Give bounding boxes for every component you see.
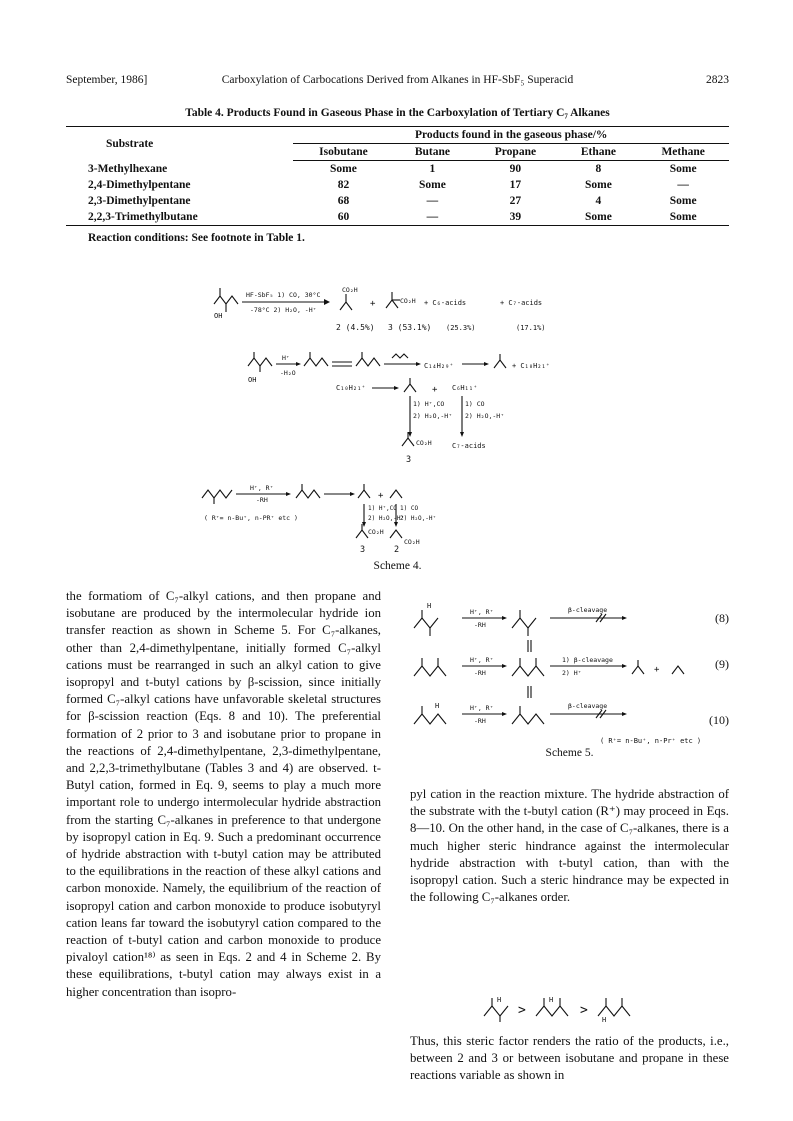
minus-rh-label: -RH (256, 496, 268, 504)
value-cell: 17 (509, 179, 522, 191)
table-row (66, 209, 729, 226)
table-row (66, 193, 729, 209)
value-cell: — (426, 195, 439, 207)
step-a: 1) H⁺,CO (368, 505, 397, 512)
beta-cleavage-step-1: 1) β-cleavage (562, 656, 613, 664)
c7-yield: (17.1%) (516, 324, 546, 332)
c6-acids: + C₆-acids (424, 299, 467, 307)
scheme-4-diagram (200, 282, 600, 554)
value-cell: 68 (337, 195, 350, 207)
substrate-cell: 2,3-Dimethylpentane (88, 195, 191, 207)
co2h-label: CO₂H (400, 297, 416, 305)
value-cell: 4 (595, 195, 602, 207)
header-date: September, 1986] (66, 74, 148, 86)
oh-label: OH (214, 312, 223, 320)
greater-than: > (518, 1003, 526, 1018)
reagent-top: HF-SbF₅ 1) CO, 30°C (246, 291, 321, 299)
body-text-right-continued: Thus, this steric factor renders the ratio of the products, i.e., between 2 and 3 or between isobutane and propane in these reactions variable as shown in (410, 1034, 729, 1083)
step-c: 1) CO (465, 400, 485, 408)
h-r-label: H⁺, R⁺ (250, 484, 274, 492)
value-cell: Some (669, 163, 697, 175)
c6-yield: (25.3%) (446, 324, 476, 332)
alcohol-skeleton (214, 296, 238, 304)
substrate-cell: 2,4-Dimethylpentane (88, 179, 191, 191)
co2h-label: CO₂H (342, 286, 358, 294)
value-cell: 60 (293, 209, 393, 226)
h-plus-label: H⁺ (282, 354, 290, 362)
equation-number-8: (8) (715, 611, 729, 625)
column-header: Ethane (559, 144, 637, 161)
header-title: Carboxylation of Carbocations Derived from Alkanes in HF-SbF₅ Superacid (221, 74, 574, 86)
h-r-label: H⁺, R⁺ (470, 656, 494, 664)
substrate-header: Substrate (66, 127, 293, 161)
greater-than: > (580, 1003, 588, 1018)
table-footnote: Reaction conditions: See footnote in Table 1. (88, 232, 305, 244)
page-number: 2823 (706, 74, 729, 86)
minus-rh-label: -RH (474, 717, 486, 725)
plus-sign: + (370, 299, 376, 309)
value-cell: Some (559, 209, 637, 226)
reagent-bottom: -78°C 2) H₂O, -H⁺ (250, 306, 317, 314)
minus-rh-label: -RH (474, 621, 486, 629)
product-2-label: 2 (4.5%) (336, 323, 375, 332)
c14-label: C₁₄H₂₉⁺ (424, 362, 454, 370)
co2h-label: CO₂H (416, 439, 432, 447)
step-a: 1) H⁺,CO (413, 400, 445, 408)
value-cell: 90 (509, 163, 522, 175)
value-cell: Some (669, 195, 697, 207)
hydrogen-label: H (549, 996, 554, 1004)
value-cell: Some (584, 179, 612, 191)
table-row (66, 177, 729, 193)
minus-rh-label: -RH (474, 669, 486, 677)
plus-sign: + (654, 665, 660, 675)
co2h-label: CO₂H (368, 528, 384, 536)
c7-acids: + C₇-acids (500, 299, 543, 307)
c10-right-label: + C₁₀H₂₁⁺ (512, 362, 550, 370)
running-header (66, 74, 729, 90)
column-header: Propane (471, 144, 559, 161)
body-text-right: pyl cation in the reaction mixture. The hydride abstraction of the substrate with the t-butyl cation (R⁺) may proceed in Eqs. 8—10. On the other hand, in the case of C₇-alkanes, there is a much higher steric hindrance against the intermolecular hydride abstraction with t-butyl cation, than with the isopropyl cation. Such a steric hindrance may be expected in the following C₇-alkanes order. (410, 787, 729, 905)
beta-cleavage-label: β-cleavage (568, 606, 608, 614)
value-cell: 1 (429, 163, 436, 175)
step-b: 2) H₂O,-H⁺ (368, 515, 405, 522)
oh-label: OH (248, 376, 257, 384)
co2h-label: CO₂H (404, 538, 420, 546)
plus-sign: + (432, 385, 438, 395)
value-cell: 39 (471, 209, 559, 226)
hydrogen-label: H (427, 602, 432, 610)
products-table (66, 126, 729, 226)
scheme-5-r-definition: ( R⁺= n-Bu⁺, n-Pr⁺ etc ) (600, 737, 702, 745)
value-cell: Some (330, 163, 357, 175)
column-header: Methane (637, 144, 729, 161)
minus-h2o-label: -H₂O (280, 369, 296, 377)
table-container (66, 126, 729, 226)
equation-number-9: (9) (715, 657, 729, 671)
hydrogen-label: H (435, 702, 440, 710)
table-caption: Table 4. Products Found in Gaseous Phase in the Carboxylation of Tertiary C₇ Alkanes (185, 107, 610, 119)
equation-number-10: (10) (709, 713, 729, 727)
value-cell: Some (637, 209, 729, 226)
substrate-cell: 2,2,3-Trimethylbutane (66, 209, 293, 226)
value-cell: Some (419, 179, 446, 191)
c10-left-label: C₁₀H₂₁⁺ (336, 384, 366, 392)
column-header: Butane (393, 144, 471, 161)
beta-cleavage-label: β-cleavage (568, 702, 608, 710)
scheme-5-caption: Scheme 5. (545, 747, 594, 759)
scheme-4-caption: Scheme 4. (373, 560, 422, 572)
hydrogen-label: H (497, 996, 502, 1004)
value-cell: 27 (509, 195, 522, 207)
r-definition: ( R⁺= n-Bu⁺, n-PR⁺ etc ) (204, 514, 298, 522)
step-d: 2) H₂O,-H⁺ (400, 515, 437, 522)
step-c: 1) CO (400, 505, 419, 512)
acid-2-skeleton (340, 302, 352, 310)
compound-2-label: 2 (394, 545, 400, 554)
value-cell: 82 (337, 179, 350, 191)
hydrogen-label: H (602, 1016, 607, 1022)
step-d: 2) H₂O,-H⁺ (465, 412, 505, 420)
beta-cleavage-step-2: 2) H⁺ (562, 669, 582, 677)
compound-3-label: 3 (360, 545, 366, 554)
c7-acids-bottom: C₇-acids (452, 442, 486, 450)
h-r-label: H⁺, R⁺ (470, 704, 494, 712)
value-cell: — (677, 179, 689, 191)
group-header: Products found in the gaseous phase/% (293, 127, 729, 144)
scheme-5-diagram (410, 596, 729, 731)
product-3-label: 3 (53.1%) (388, 323, 432, 332)
body-text-left: the formatiom of C₇-alkyl cations, and then propane and isobutane are produced by the intermolecular hydride ion transfer reaction as shown in Scheme 5. For C₇-alkanes, other than 2,4-dimethylpentane, initially formed C₇-alkyl cations must be rearranged in such an alkyl cation to give isopropyl and t-butyl cations by β-scission, since initially formed C₇-alkyl cations have unfavorable skeletal structures for β-scission reaction (Eqs. 8 and 10). The preferential formation of 2 prior to 3 and isobutane prior to propane in the reactions of 2,4-dimethylpentane, 2,3-dimethylpentane, and 2,2,3-trimethylbutane (Tables 3 and 4) are observed. t-Butyl cation, formed in Eq. 9, seems to play a much more important role to undergo intermolecular hydride abstraction from the starting C₇-alkanes in preference to that undergone by isopropyl cation in Eq. 9. Such a predominant occurrence of hydride abstraction with t-butyl cation may be attributed to the equilibrations in the reaction of these alkyl cations and carbon monoxide. Namely, the equilibrium of the reaction of isopropyl cation and carbon monoxide to produce isobutyryl cation leans far toward the isobutyryl cation compared to the reaction of t-butyl cation and carbon monoxide to produce pivaloyl cation¹⁸⁾ as seen in Eqs. 2 and 4 in Scheme 2. By these equilibrations, t-butyl cation may always exist in a higher concentration than isopro- (66, 589, 381, 999)
column-header: Isobutane (293, 144, 393, 161)
value-cell: 8 (595, 163, 602, 175)
compound-3-label: 3 (406, 455, 412, 465)
plus-sign: + (378, 491, 384, 501)
value-cell: — (393, 209, 471, 226)
c6h11-label: C₆H₁₁⁺ (452, 384, 478, 392)
h-r-label: H⁺, R⁺ (470, 608, 494, 616)
steric-order-diagram (480, 990, 660, 1022)
step-b: 2) H₂O,-H⁺ (413, 412, 453, 420)
table-row (66, 161, 729, 178)
acid-3-skeleton (386, 300, 398, 308)
substrate-cell: 3-Methylhexane (88, 162, 168, 175)
